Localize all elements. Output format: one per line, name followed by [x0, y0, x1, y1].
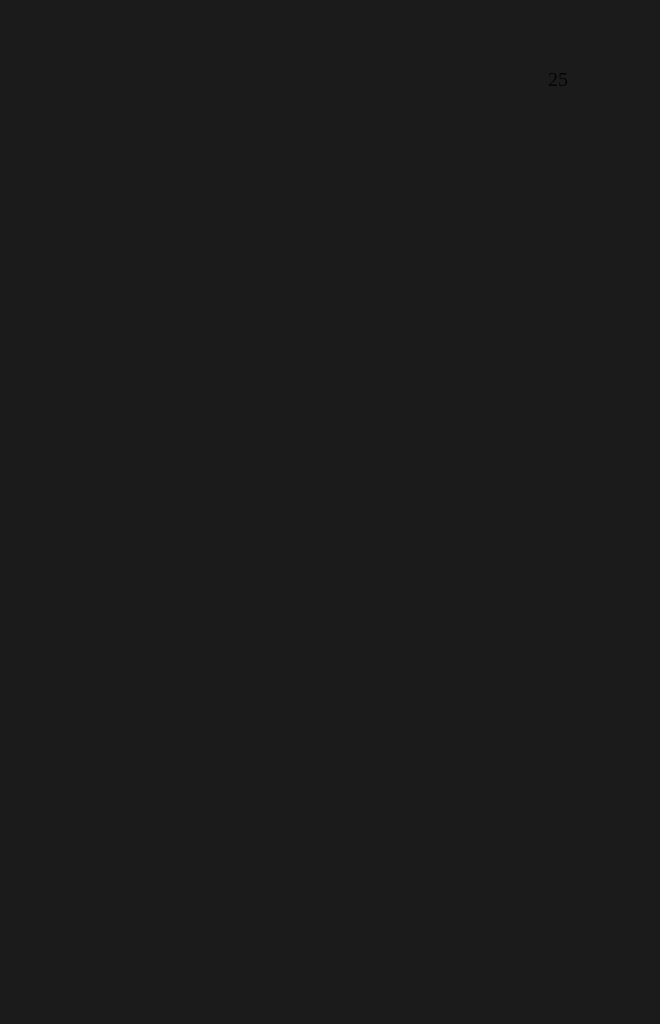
text-line [82, 568, 568, 595]
text-line [82, 223, 568, 250]
text-line [82, 647, 568, 674]
text-line [82, 674, 568, 701]
text-line [82, 303, 568, 330]
text-line [82, 488, 568, 515]
text-line [82, 806, 568, 833]
text-line [82, 197, 568, 224]
text-line [82, 515, 568, 542]
text-line [82, 329, 568, 356]
text-line [82, 753, 568, 780]
text-line [82, 250, 568, 277]
text-line [82, 727, 568, 754]
text-line [82, 700, 568, 727]
page-number: 25 [548, 69, 568, 91]
text-line [82, 276, 568, 303]
body-text [82, 117, 568, 833]
text-line [82, 594, 568, 621]
text-line [82, 462, 568, 489]
text-line [82, 356, 568, 383]
text-line [82, 621, 568, 648]
text-line [82, 382, 568, 409]
text-line [82, 144, 568, 171]
text-line [82, 435, 568, 462]
text-line [82, 117, 568, 144]
text-line [82, 780, 568, 807]
text-line [82, 170, 568, 197]
text-line [82, 409, 568, 436]
text-line [82, 541, 568, 568]
